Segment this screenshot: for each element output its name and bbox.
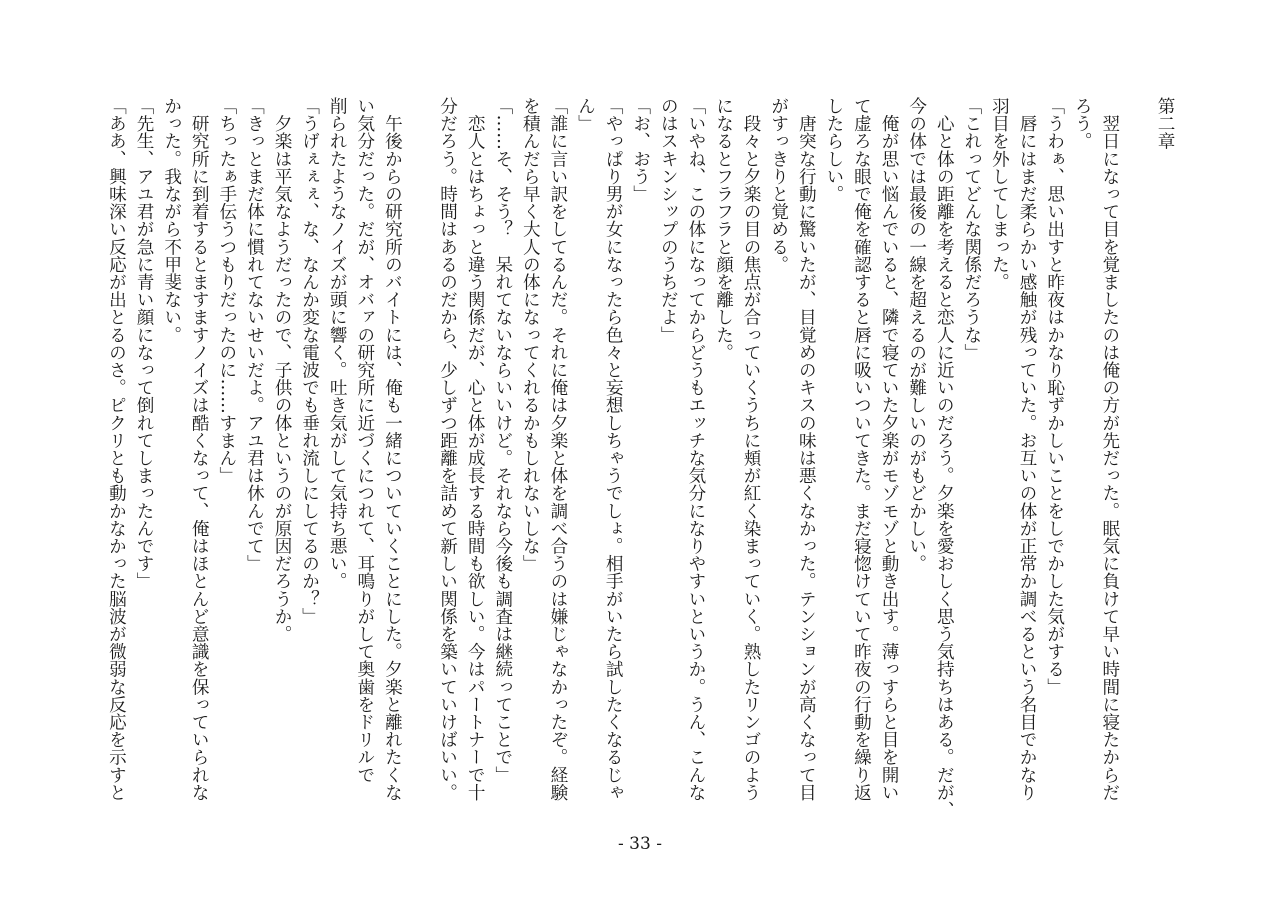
text-line: 削られたようなノイズが頭に響く。吐き気がして気持ち悪い。 — [327, 97, 348, 590]
text-line: 恋人とはちょっと違う関係だが、心と体が成長する時間も欲しい。今はパートナーで十 — [465, 97, 486, 801]
text-line: 心と体の距離を考えると恋人に近いのだろう。夕楽を愛おしく思う気持ちはある。だが、 — [934, 97, 955, 819]
text-line — [1123, 97, 1151, 809]
text-line: 俺が思い悩んでいると、隣で寝ていた夕楽がモゾモゾと動き出す。薄っすらと目を開い — [879, 97, 900, 801]
chapter-heading: 第二章 — [1155, 97, 1175, 150]
text-line: 今の体では最後の一線を超えるのが難しいのがもどかしい。 — [906, 97, 927, 573]
text-line: 「お、おう」 — [630, 97, 651, 203]
text-line: 午後からの研究所のバイトには、俺も一緒についていくことにした。夕楽と離れたくな — [382, 97, 403, 801]
text-line: 「……そ、そう？ 呆れてないならいいけど。それなら今後も調査は継続ってことで」 — [492, 97, 513, 784]
text-line: 「やっぱり男が女になったら色々と妄想しちゃうでしょ。相手がいたら試したくなるじゃ — [603, 97, 624, 801]
text-line: 「これってどんな関係だろうな」 — [961, 97, 982, 361]
text-line: 段々と夕楽の目の焦点が合っていくうちに頬が紅く染まっていく。熟したリンゴのよう — [741, 97, 762, 801]
text-line: 「誰に言い訳をしてるんだ。それに俺は夕楽と体を調べ合うのは嫌じゃなかったぞ。経験 — [547, 97, 568, 801]
text-line: になるとフラフラと顔を離した。 — [713, 97, 734, 361]
text-line: 唐突な行動に驚いたが、目覚めのキスの味は悪くなかった。テンションが高くなって目 — [796, 97, 817, 801]
text-line: 羽目を外してしまった。 — [989, 97, 1010, 291]
text-line: い気分だった。だが、オバァの研究所に近づくにつれて、耳鳴りがして奥歯をドリルで — [354, 97, 375, 784]
text-line: て虚ろな眼で俺を確認すると唇に吸いついてきた。まだ寝惚けていて昨夜の行動を繰り返 — [851, 97, 872, 801]
text-line: 「ちったぁ手伝うつもりだったのに……すまん」 — [216, 97, 237, 485]
text-line: 唇にはまだ柔らかい感触が残っていた。お互いの体が正常か調べるという名目でかなり — [1017, 97, 1038, 801]
vertical-body-text — [102, 97, 1178, 819]
text-line: のはスキンシップのうちだよ」 — [658, 97, 679, 344]
text-line: 「先生、アユ君が急に青い顔になって倒れてしまったんです」 — [134, 97, 155, 590]
text-line: がすっきりと覚める。 — [768, 97, 789, 273]
text-line: を積んだら早く大人の体になってくれるかもしれないしな」 — [520, 97, 541, 573]
text-line: 研究所に到着するとますますノイズは酷くなって、俺はほとんど意識を保っていられな — [189, 97, 210, 801]
text-line: 「うわぁ、思い出すと昨夜はかなり恥ずかしいことをしでかした気がする」 — [1044, 97, 1065, 696]
text-line: 「きっとまだ体に慣れてないせいだよ。アユ君は休んでて」 — [244, 97, 265, 573]
text-line: 翌日になって目を覚ましたのは俺の方が先だった。眠気に負けて早い時間に寝たからだ — [1099, 97, 1120, 801]
text-line: 「いやね、この体になってからどうもエッチな気分になりやすいというか。うん、こんな — [685, 97, 706, 801]
text-line: 分だろう。時間はあるのだから、少しずつ距離を詰めて新しい関係を築いていけばいい。 — [437, 97, 458, 801]
text-line: 「ああ、興味深い反応が出とるのさ。ピクリとも動かなかった脳波が微弱な反応を示すと — [106, 97, 127, 801]
text-line: かった。我ながら不甲斐ない。 — [161, 97, 182, 344]
page-number: - 33 - — [618, 834, 662, 854]
text-line: 「うげぇぇぇ、な、なんか変な電波でも垂れ流しにしてるのか？」 — [299, 97, 320, 625]
text-line: 夕楽は平気なようだったので、子供の体というのが原因だろうか。 — [272, 97, 292, 643]
text-line: ろう。 — [1072, 97, 1093, 150]
text-line: ん」 — [575, 97, 596, 133]
text-line — [405, 97, 433, 809]
text-line: したらしい。 — [823, 97, 844, 203]
